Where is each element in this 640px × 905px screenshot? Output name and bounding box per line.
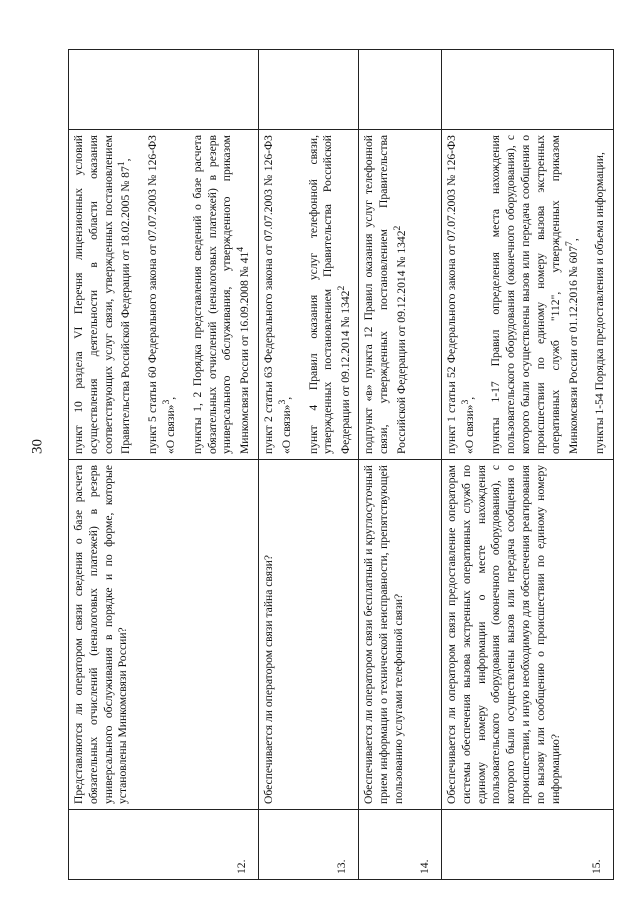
empty-cell (358, 50, 441, 130)
empty-cell (441, 50, 613, 130)
reference-text: пункт 10 раздела VI Перечня лицензионных условий осуществления деятельности в области оказания соответствующих услуг связи, утвержденных постановлением Правительства Российской Федерации от 18.02.2005 № $87^1$, (72, 135, 133, 454)
reference-text: пункты 1, 2 Порядка представления сведений о базе расчета обязательных отчислений (неналоговых платежей) в резерв универсального обслуживания, утвержденного приказом Минкомсвязи России от 16.09.2008 № $41^4$ (190, 135, 252, 454)
question-cell: Обеспечивается ли оператором связи бесплатный и круглосуточный прием информации о технической неисправности, препятствующей пользованию услугами телефонной связи? (358, 460, 441, 810)
row-number: 12. (69, 810, 259, 880)
page-number: 30 (29, 439, 46, 454)
table-row (69, 50, 259, 880)
reference-text: пункт 2 статьи 63 Федерального закона от 07.07.2003 № 126-ФЗ «О связи»$^3$, (261, 135, 293, 454)
reference-text: пункт 1 статьи 52 Федерального закона от 07.07.2003 № 126-ФЗ «О связи»$^3$, (444, 135, 476, 454)
row-number: 15. (441, 810, 613, 880)
reference-text: пункты 1-17 Правил определения места нахождения пользовательского оборудования (оконечного оборудования), с которого были осуществлены вызов или передача сообщения о происшествии по единому номеру вызова экстренных оперативных служб "112", утвержденных приказом Минкомсвязи России от 01.12.2016 № $607^7$, (489, 135, 580, 454)
reference-cell (258, 130, 358, 460)
row-number: 13. (258, 810, 358, 880)
table-row (358, 50, 441, 880)
reference-cell (441, 130, 613, 460)
table-row (441, 50, 613, 880)
reference-text: пункт 5 статьи 60 Федерального закона от 07.07.2003 № 126-ФЗ «О связи»$^3$, (146, 135, 177, 454)
reference-text: пункты 1-54 Порядка предоставления и объема информации, (593, 152, 607, 454)
reference-text: пункт 4 Правил оказания услуг телефонной связи, утвержденных постановлением Правительства Российской Федерации от 09.12.2014 № 1342$^2$ (306, 135, 353, 454)
question-cell: Обеспечивается ли оператором связи тайна связи? (258, 460, 358, 810)
reference-cell (69, 130, 259, 460)
requirements-table (68, 49, 614, 880)
row-number: 14. (358, 810, 441, 880)
rotated-page (68, 50, 614, 880)
reference-cell (358, 130, 441, 460)
empty-cell (258, 50, 358, 130)
table-row (258, 50, 358, 880)
question-cell: Представляются ли оператором связи сведения о базе расчета обязательных отчислений (неналоговых платежей) в резерв универсального обслуживания в порядке и по форме, которые установлены Минкомсвязи России? (69, 460, 259, 810)
reference-text: подпункт «в» пункта 12 Правил оказания услуг телефонной связи, утвержденных постановлением Правительства Российской Федерации от 09.12.2014 № 1342$^2$ (361, 135, 408, 454)
question-cell: Обеспечивается ли оператором связи предоставление операторам системы обеспечения вызова экстренных оперативных служб по единому номеру информации о месте нахождения пользовательского оборудования (оконечного оборудования), с которого были осуществлены вызов или передача сообщения о происшествии, и иную необходимую для обеспечения реагирования по вызову или сообщению о происшествии по единому номеру информацию? (441, 460, 613, 810)
empty-cell (69, 50, 259, 130)
